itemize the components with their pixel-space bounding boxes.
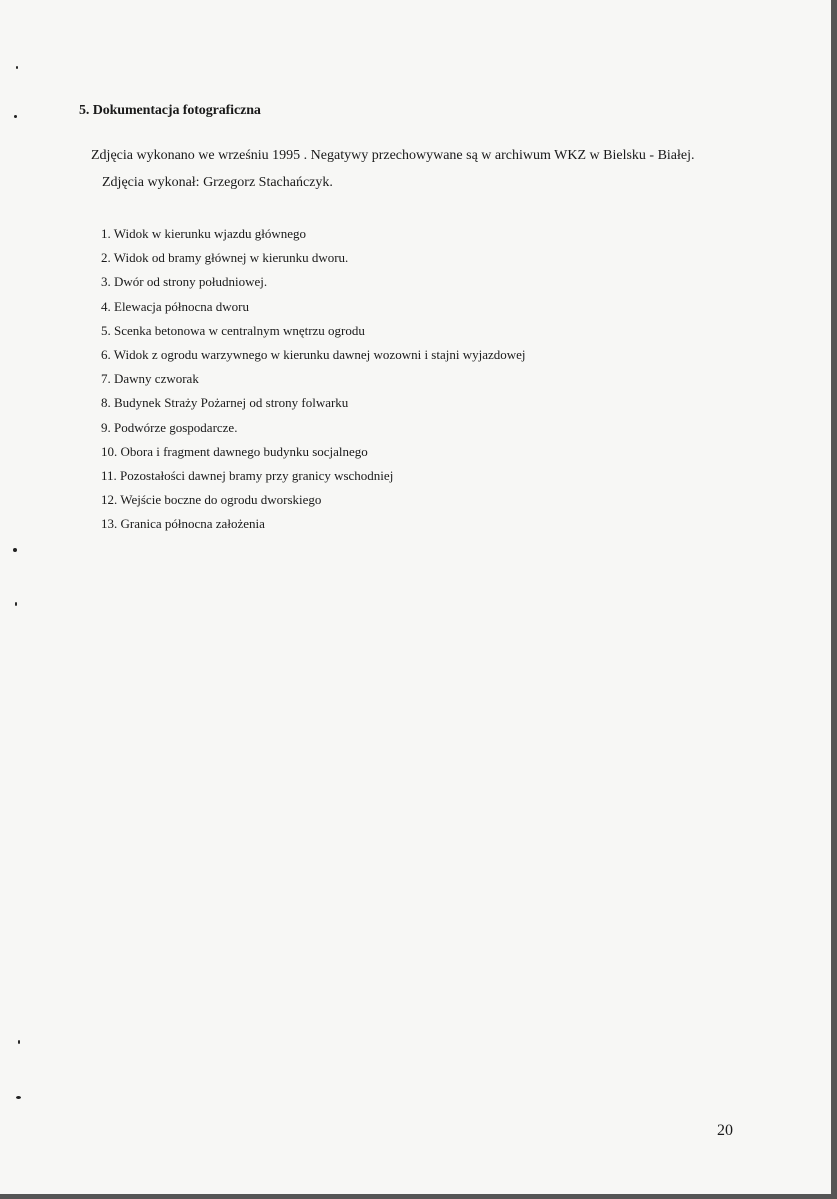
- scan-edge-bottom: [0, 1194, 837, 1199]
- list-item: 13. Granica północna założenia: [101, 516, 265, 532]
- list-item: 9. Podwórze gospodarcze.: [101, 419, 238, 435]
- scan-mark: [13, 548, 17, 552]
- list-item: 10. Obora i fragment dawnego budynku socjalnego: [101, 443, 368, 459]
- intro-text-line: Zdjęcia wykonano we wrześniu 1995 . Negatywy przechowywane są w archiwum WKZ w Bielsku - Białej.: [91, 148, 695, 163]
- list-item: 3. Dwór od strony południowej.: [101, 274, 268, 290]
- scan-mark: [15, 602, 17, 606]
- scan-mark: [16, 1096, 21, 1099]
- list-item: 4. Elewacja północna dworu: [101, 298, 250, 314]
- list-item: 11. Pozostałości dawnej bramy przy granicy wschodniej: [101, 467, 394, 483]
- scan-edge-right: [831, 0, 837, 1199]
- section-heading: 5. Dokumentacja fotograficzna: [79, 103, 261, 118]
- list-item: 12. Wejście boczne do ogrodu dworskiego: [101, 492, 322, 508]
- list-item: 5. Scenka betonowa w centralnym wnętrzu ogrodu: [101, 322, 365, 338]
- list-item: 6. Widok z ogrodu warzywnego w kierunku dawnej wozowni i stajni wyjazdowej: [101, 346, 526, 362]
- list-item: 2. Widok od bramy głównej w kierunku dworu.: [101, 250, 349, 266]
- list-item: 1. Widok w kierunku wjazdu głównego: [101, 226, 307, 241]
- page-number: 20: [717, 1122, 733, 1139]
- scan-mark: [18, 1040, 20, 1044]
- list-item: 8. Budynek Straży Pożarnej od strony folwarku: [101, 395, 349, 411]
- scan-mark: [14, 115, 17, 118]
- list-item: 7. Dawny czworak: [101, 371, 199, 387]
- photo-list: [101, 225, 526, 539]
- scan-mark: [16, 66, 18, 69]
- photographer-line: Zdjęcia wykonał: Grzegorz Stachańczyk.: [102, 175, 333, 190]
